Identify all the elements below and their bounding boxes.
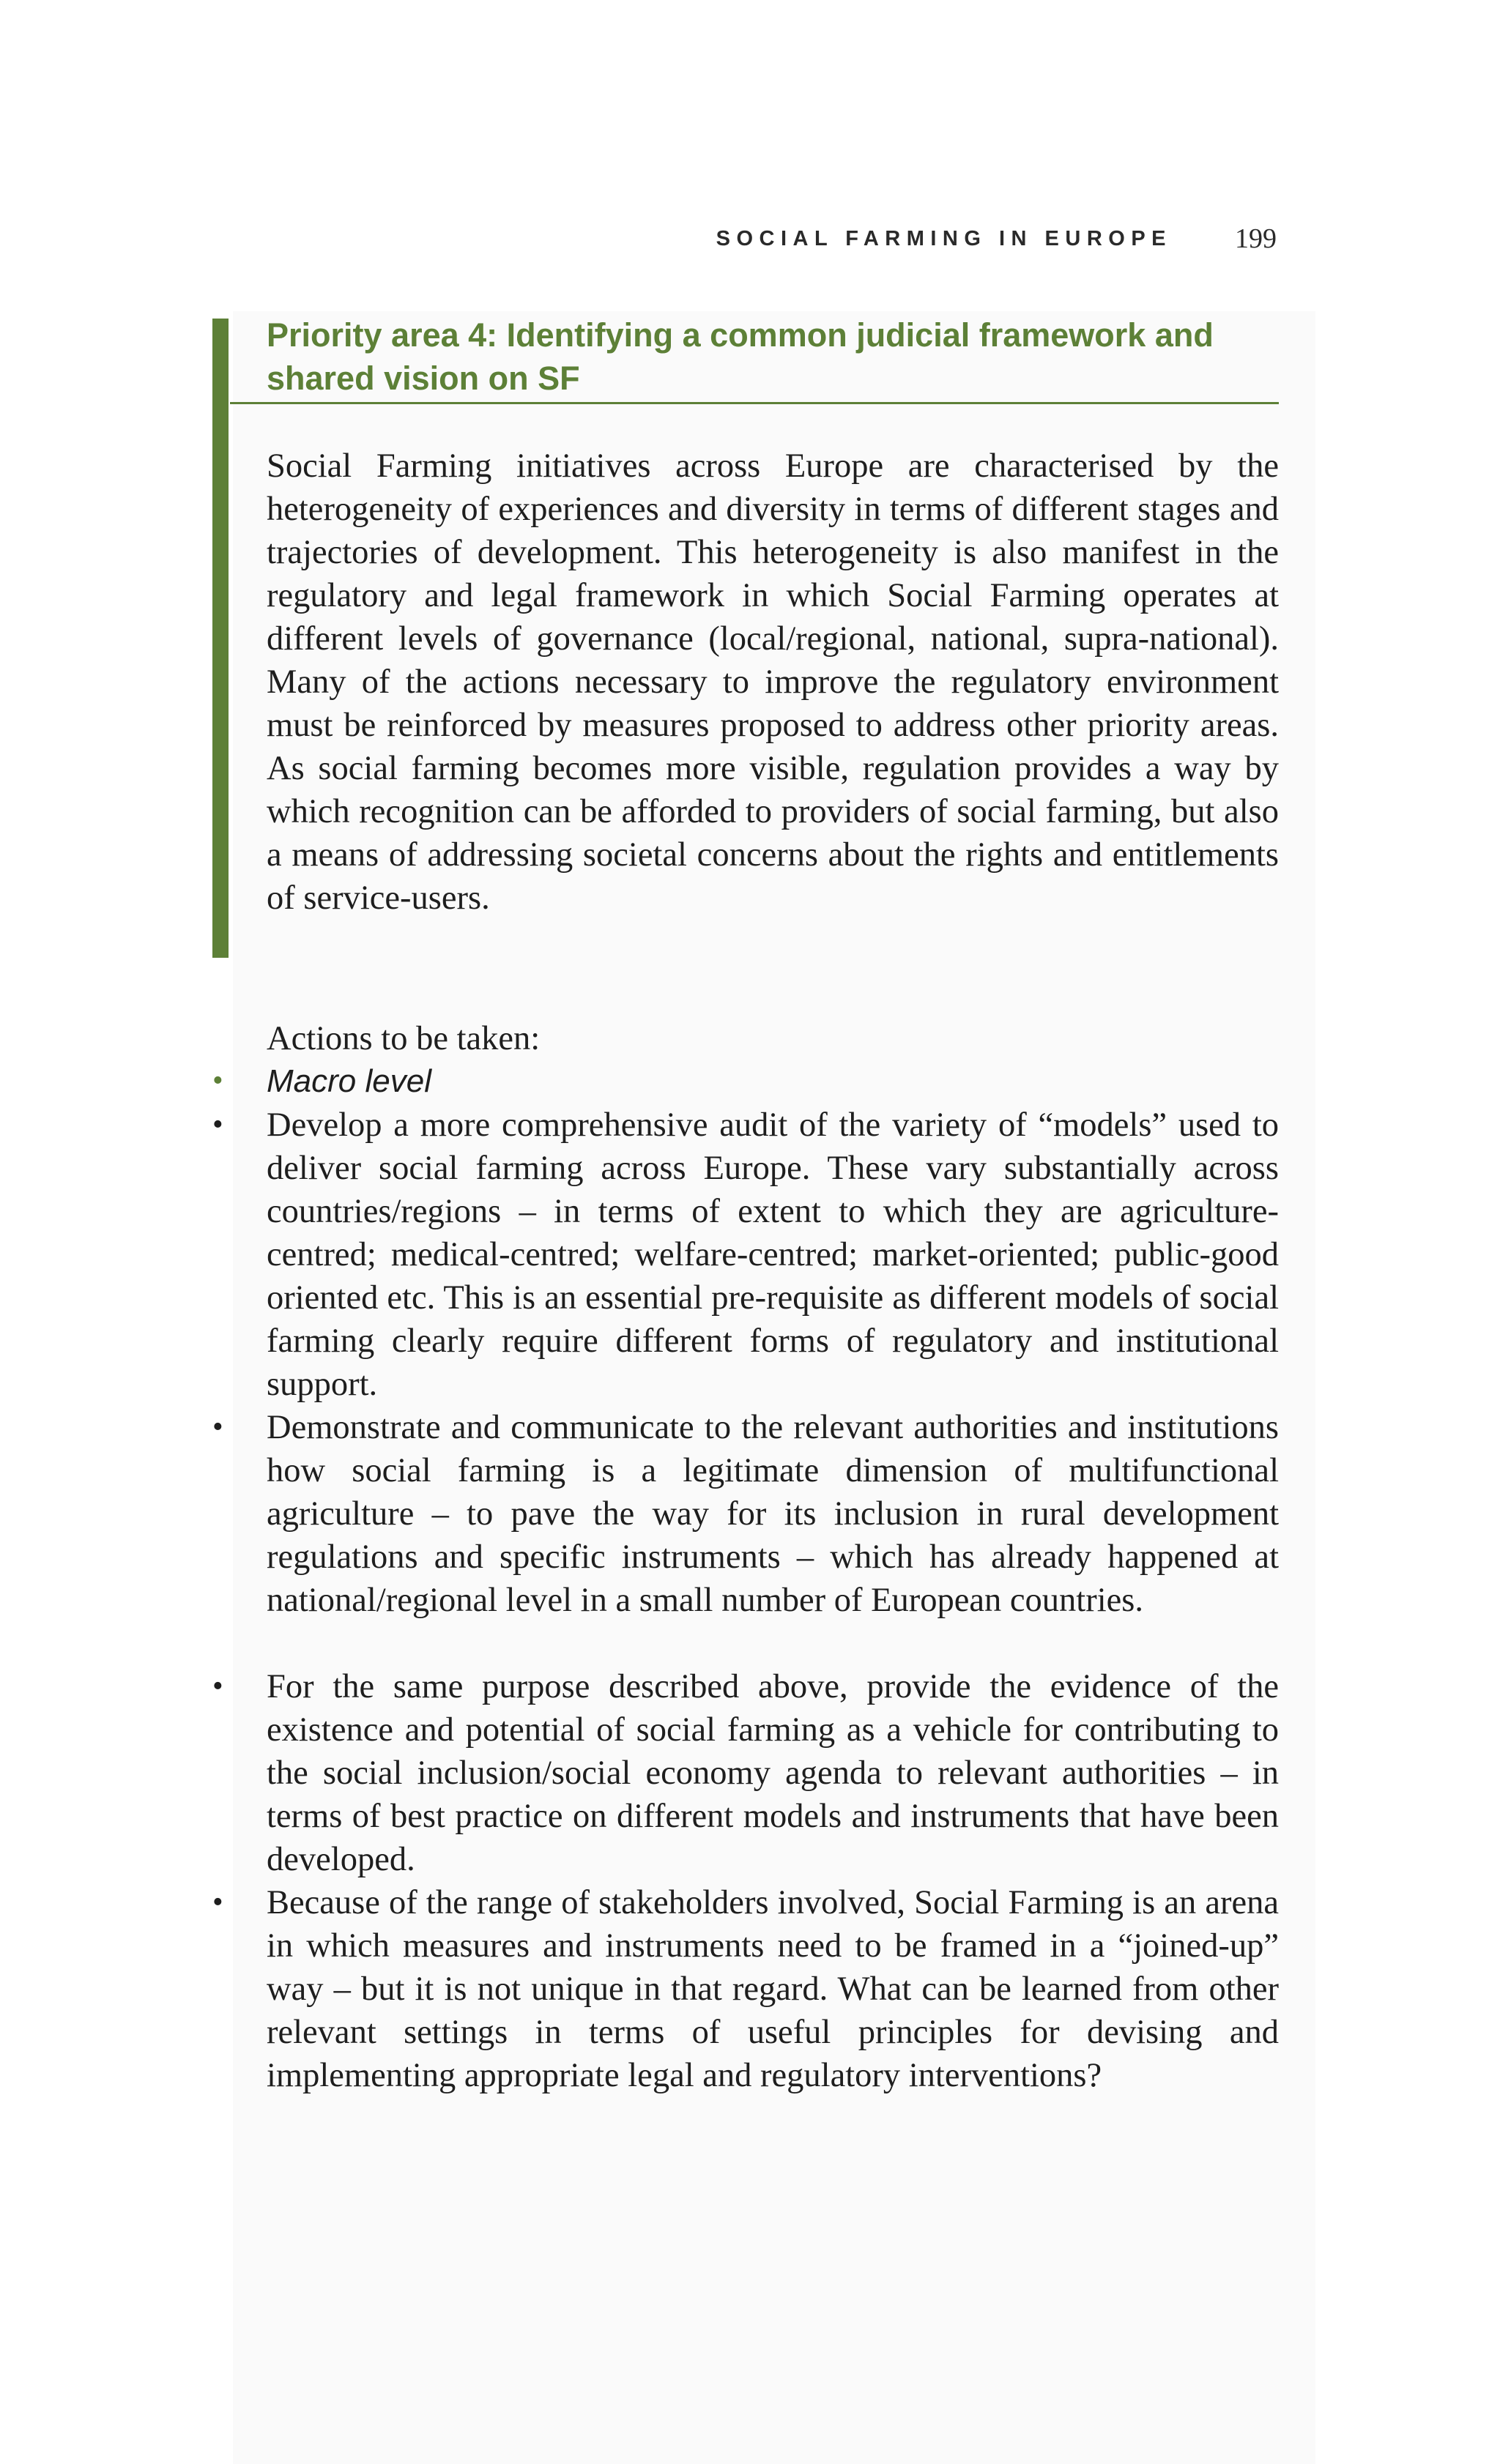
macro-level-label: Macro level <box>267 1063 431 1099</box>
page-number: 199 <box>1235 223 1277 254</box>
actions-label: Actions to be taken: <box>267 1020 541 1057</box>
heading-divider <box>230 402 1279 404</box>
list-item-text: Develop a more comprehensive audit of the variety of “models” used to deliver social farming across Europe. These vary substantially across countries/regions – in terms of extent to which they are agriculture-centred; medical-centred; welfare-centred; market-oriented; public-good oriented etc. This is an essential pre-requisite as different models of social farming clearly require different forms of regulatory and institutional support. <box>267 1106 1279 1403</box>
list-item-text: Because of the range of stakeholders involved, Social Farming is an arena in which measures and instruments need to be framed in a “joined-up” way – but it is not unique in that regard. What can be learned from other relevant settings in terms of useful principles for devising and implementing appropriate legal and regulatory interventions? <box>267 1884 1279 2094</box>
section-heading: Priority area 4: Identifying a common judicial framework and shared vision on SF <box>267 316 1214 397</box>
bullet-icon: • <box>212 1670 223 1703</box>
bullet-icon: • <box>212 1064 223 1098</box>
section-accent-bar <box>212 319 229 958</box>
bullet-icon: • <box>212 1886 223 1919</box>
bullet-icon: • <box>212 1108 223 1142</box>
intro-paragraph: Social Farming initiatives across Europe are characterised by the heterogeneity of experiences and diversity in terms of different stages and trajectories of development. This heterogeneity is also manifest in the regulatory and legal framework in which Social Farming operates at different levels of governance (local/regional, national, supra-national). Many of the actions necessary to improve the regulatory environment must be reinforced by measures proposed to address other priority areas. As social farming becomes more visible, regulation provides a way by which recognition can be afforded to providers of social farming, but also a means of addressing societal concerns about the rights and entitlements of service-users. <box>267 447 1279 917</box>
running-head-title: SOCIAL FARMING IN EUROPE <box>716 227 1172 250</box>
list-item-text: For the same purpose described above, provide the evidence of the existence and potential of social farming as a vehicle for contributing to the social inclusion/social economy agenda to relevant authorities – in terms of best practice on different models and instruments that have been developed. <box>267 1668 1279 1878</box>
running-head <box>659 224 1278 256</box>
bullet-icon: • <box>212 1410 223 1444</box>
list-item-text: Demonstrate and communicate to the relevant authorities and institutions how social farming is a legitimate dimension of multifunctional agriculture – to pave the way for its inclusion in rural development regulations and specific instruments – which has already happened at national/regional level in a small number of European countries. <box>267 1409 1279 1619</box>
